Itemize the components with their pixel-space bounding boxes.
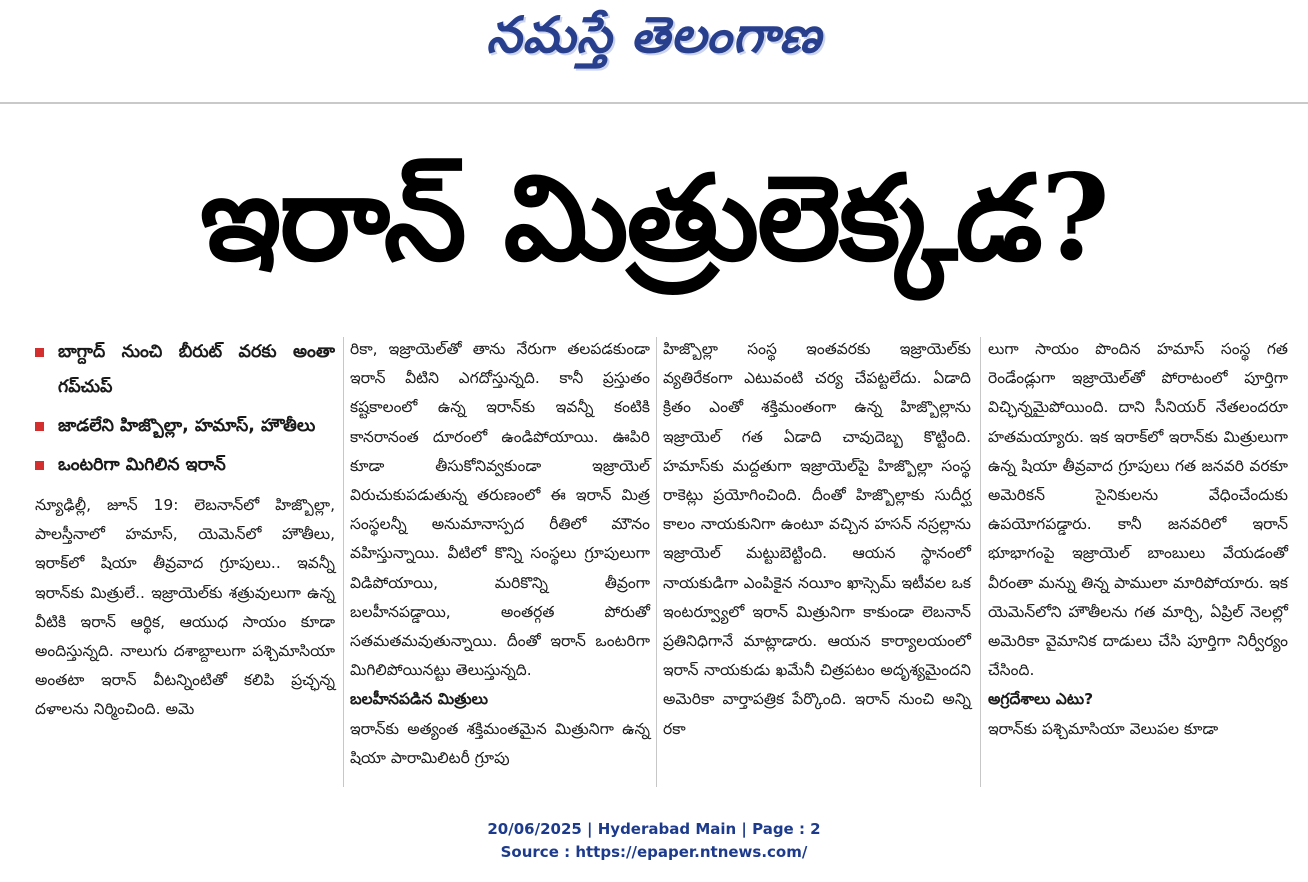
- bullet-square-icon: [35, 348, 44, 357]
- bullet-item: [35, 409, 335, 444]
- bullet-item: [35, 448, 335, 483]
- newspaper-logo: నమస్తే తెలంగాణ: [486, 6, 822, 64]
- column-3: [663, 335, 971, 744]
- column-divider: [656, 337, 657, 787]
- bullet-item: [35, 335, 335, 405]
- column-divider: [980, 337, 981, 787]
- article-body: లుగా సాయం పొందిన హమాస్ సంస్థ గత రెండేండ్లుగా ఇజ్రాయెల్‌తో పోరాటంలో పూర్తిగా విచ్ఛిన్నమైపోయింది. దాని సీనియర్ నేతలందరూ హతమయ్యారు. ఇక ఇరాక్‌లో ఇరాన్‌కు మిత్రులుగా ఉన్న షియా తీవ్రవాద గ్రూపులు గత జనవరి వరకూ అమెరికన్ సైనికులను వేధించేందుకు ఉపయోగపడ్డారు. కానీ జనవరిలో ఇరాన్ భూభాగంపై ఇజ్రాయెల్ బాంబులు వేయడంతో వీరంతా మన్ను తిన్న పాములా మారిపోయారు. ఇక యెమెన్‌లోని హౌతీలను గత మార్చి, ఏప్రిల్ నెలల్లో అమెరికా వైమానిక దాడులు చేసి పూర్తిగా నిర్వీర్యం చేసింది.: [988, 340, 1288, 680]
- column-divider: [343, 337, 344, 787]
- subheading: బలహీనపడిన మిత్రులు: [350, 690, 488, 709]
- bullet-square-icon: [35, 461, 44, 470]
- article-body: ఇరాన్‌కు అత్యంత శక్తిమంతమైన మిత్రునిగా ఉన్న షియా పారామిలిటరీ గ్రూపు: [350, 719, 650, 767]
- article-body: ఇరాన్‌కు పశ్చిమాసియా వెలుపల కూడా: [988, 719, 1219, 738]
- source-link[interactable]: Source : https://epaper.ntnews.com/: [500, 843, 808, 861]
- bullet-text: జాడలేని హిజ్బొల్లా, హమాస్, హౌతీలు: [58, 416, 316, 436]
- column-1: [35, 335, 335, 725]
- source-footer: [0, 818, 1308, 864]
- article-body: హిజ్బొల్లా సంస్థ ఇంతవరకు ఇజ్రాయెల్‌కు వ్యతిరేకంగా ఎటువంటి చర్య చేపట్టలేదు. ఏడాది క్రితం ఎంతో శక్తిమంతంగా ఉన్న హిజ్బొల్లాను ఇజ్రాయెల్ గత ఏడాది చావుదెబ్బ కొట్టింది. హమాస్‌కు మద్దతుగా ఇజ్రాయెల్‌పై హిజ్బొల్లా సంస్థ రాకెట్లు ప్రయోగించింది. దీంతో హిజ్బొల్లాకు సుదీర్ఘ కాలం నాయకునిగా ఉంటూ వచ్చిన హసన్ నస్రల్లాను ఇజ్రాయెల్ మట్టుబెట్టింది. ఆయన స్థానంలో నాయకుడిగా ఎంపికైన నయీం ఖాస్సెమ్ ఇటీవల ఒక ఇంటర్వ్యూలో ఇరాన్ మిత్రునిగా కాకుండా లెబనాన్ ప్రతినిధిగానే మాట్లాడారు. ఆయన కార్యాలయంలో ఇరాన్ నాయకుడు ఖమేనీ చిత్రపటం అదృశ్యమైందని అమెరికా వార్తాపత్రిక పేర్కొంది. ఇరాన్ నుంచి అన్ని రకా: [663, 340, 971, 738]
- subheading: అగ్రదేశాలు ఎటు?: [988, 690, 1094, 709]
- bullet-text: బాగ్దాద్ నుంచి బీరుట్ వరకు అంతా గప్‌చుప్: [58, 342, 335, 397]
- column-4: [988, 335, 1288, 744]
- masthead: [0, 0, 1308, 100]
- edition-info: 20/06/2025 | Hyderabad Main | Page : 2: [487, 820, 821, 838]
- article-body: రికా, ఇజ్రాయెల్‌తో తాను నేరుగా తలపడకుండా ఇరాన్ వీటిని ఎగదోస్తున్నది. కానీ ప్రస్తుతం కష్టకాలంలో ఉన్న ఇరాన్‌కు ఇవన్నీ కంటికి కానరానంత దూరంలో ఉండిపోయాయి. ఊపిరి కూడా తీసుకోనివ్వకుండా ఇజ్రాయెల్ విరుచుకుపడుతున్న తరుణంలో ఈ ఇరాన్ మిత్ర సంస్థలన్నీ అనుమానాస్పద రీతిలో మౌనం వహిస్తున్నాయి. వీటిలో కొన్ని సంస్థలు గ్రూపులుగా విడిపోయాయి, మరికొన్ని తీవ్రంగా బలహీనపడ్డాయి, అంతర్గత పోరుతో సతమతమవుతున్నాయి. దీంతో ఇరాన్ ఒంటరిగా మిగిలిపోయినట్టు తెలుస్తున్నది.: [350, 340, 650, 680]
- headline: ఇరాన్ మిత్రులెక్కడ?: [200, 148, 1108, 287]
- article-body: న్యూఢిల్లీ, జూన్ 19: లెబనాన్‌లో హిజ్బొల్లా, పాలస్తీనాలో హమాస్, యెమెన్‌లో హౌతీలు, ఇరాక్‌లో షియా తీవ్రవాద గ్రూపులు.. ఇవన్నీ ఇరాన్‌కు మిత్రులే.. ఇజ్రాయెల్‌కు శత్రువులుగా ఉన్న వీటికి ఇరాన్ ఆర్థిక, ఆయుధ సాయం కూడా అందిస్తున్నది. నాలుగు దశాబ్దాలుగా పశ్చిమాసియా అంతటా ఇరాన్ వీటన్నింటితో కలిపి ప్రచ్ఛన్న దళాలను నిర్మించింది. అమె: [35, 496, 335, 719]
- masthead-divider: [0, 102, 1308, 104]
- column-2: [350, 335, 650, 773]
- bullet-square-icon: [35, 422, 44, 431]
- bullet-text: ఒంటరిగా మిగిలిన ఇరాన్: [58, 455, 226, 475]
